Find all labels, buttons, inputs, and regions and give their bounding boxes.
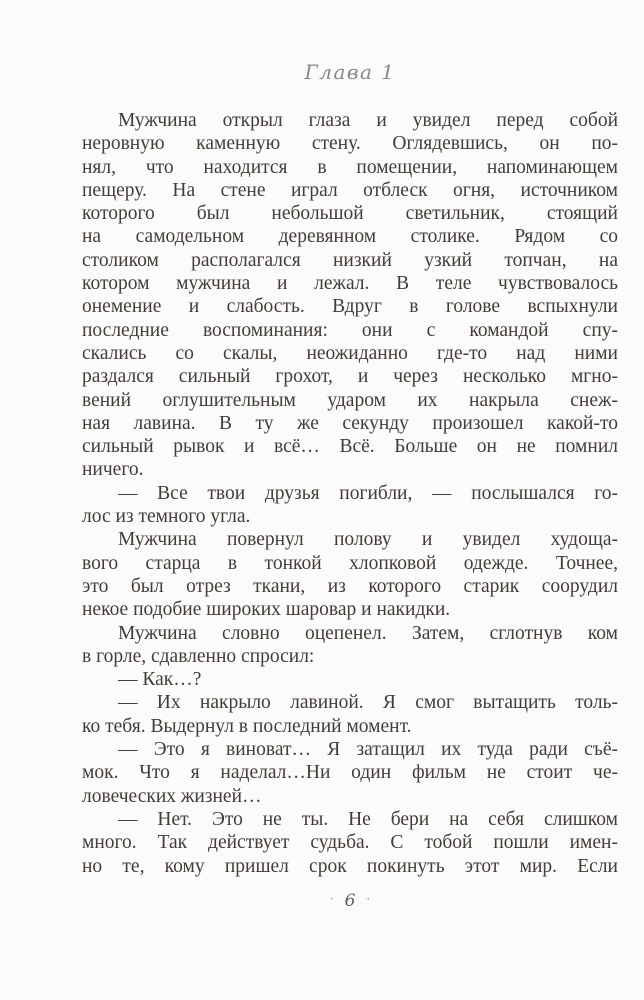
text-line: котором мужчина и лежал. В теле чувствовалось — [82, 273, 618, 295]
text-line: последние воспоминания: они с командой спу- — [82, 319, 618, 341]
text-line: в горле, сдавленно спросил: — [82, 645, 315, 667]
text-line: столиком располагался низкий узкий топчан, на — [82, 249, 618, 271]
paragraph — [82, 808, 618, 878]
paragraph — [82, 668, 618, 691]
text-line: Мужчина повернул полову и увидел худоща- — [118, 529, 618, 551]
text-line: пещеру. На стене играл отблеск огня, источником — [82, 179, 618, 201]
text-line: ная лавина. В ту же секунду произошел какой-то — [82, 412, 618, 434]
text-line: нял, что находится в помещении, напоминающем — [82, 156, 618, 178]
text-line: некое подобие широких шаровар и накидки. — [82, 599, 451, 621]
paragraph — [82, 691, 618, 738]
text-line: Мужчина открыл глаза и увидел перед собой — [118, 110, 618, 131]
text-line: много. Так действует судьба. С тобой пошли имен- — [82, 832, 618, 854]
paragraph — [82, 528, 618, 621]
paragraph — [82, 738, 618, 808]
page-footer — [82, 889, 618, 911]
paragraph — [82, 482, 618, 529]
text-line: но те, кому пришел срок покинуть этот мир. Если — [82, 855, 618, 877]
text-line: это был отрез ткани, из которого старик соорудил — [82, 575, 618, 597]
page-number: 6 — [344, 891, 356, 911]
text-line: онемение и слабость. Вдруг в голове вспыхнули — [82, 296, 618, 318]
text-line: — Нет. Это не ты. Не бери на себя слишком — [118, 808, 618, 830]
footer-left-dot: · — [329, 892, 334, 906]
text-line: ко тебя. Выдернул в последний момент. — [82, 715, 412, 737]
text-line: ничего. — [82, 459, 144, 481]
text-line: — Как…? — [118, 669, 202, 691]
paragraph — [82, 622, 618, 669]
text-line: которого был небольшой светильник, стоящий — [82, 203, 618, 225]
text-line: — Все твои друзья погибли, — послышался го- — [118, 482, 618, 504]
text-line: сильный рывок и всё… Всё. Больше он не помнил — [82, 436, 618, 458]
page-body — [82, 109, 618, 878]
chapter-heading: Глава 1 — [304, 60, 396, 84]
text-line: неровную каменную стену. Оглядевшись, он по- — [82, 133, 618, 155]
text-line: Мужчина словно оцепенел. Затем, сглотнув ком — [118, 622, 618, 644]
text-line: — Их накрыло лавиной. Я смог вытащить толь- — [118, 692, 618, 714]
text-line: ловеческих жизней… — [82, 785, 262, 807]
text-line: на самодельном деревянном столике. Рядом со — [82, 226, 618, 248]
text-line: вений оглушительным ударом их накрыла снеж- — [82, 389, 618, 411]
text-line: скались со скалы, неожиданно где-то над ними — [82, 342, 618, 364]
text-line: — Это я виноват… Я затащил их туда ради съё- — [118, 739, 618, 761]
text-line: лос из темного угла. — [82, 506, 251, 528]
text-line: вого старца в тонкой хлопковой одежде. Точнее, — [82, 552, 618, 574]
text-line: мок. Что я наделал…Ни один фильм не стоит че- — [82, 762, 618, 784]
text-line: раздался сильный грохот, и через несколько мгно- — [82, 366, 618, 388]
paragraph — [82, 109, 618, 482]
footer-right-dot: · — [366, 892, 371, 906]
